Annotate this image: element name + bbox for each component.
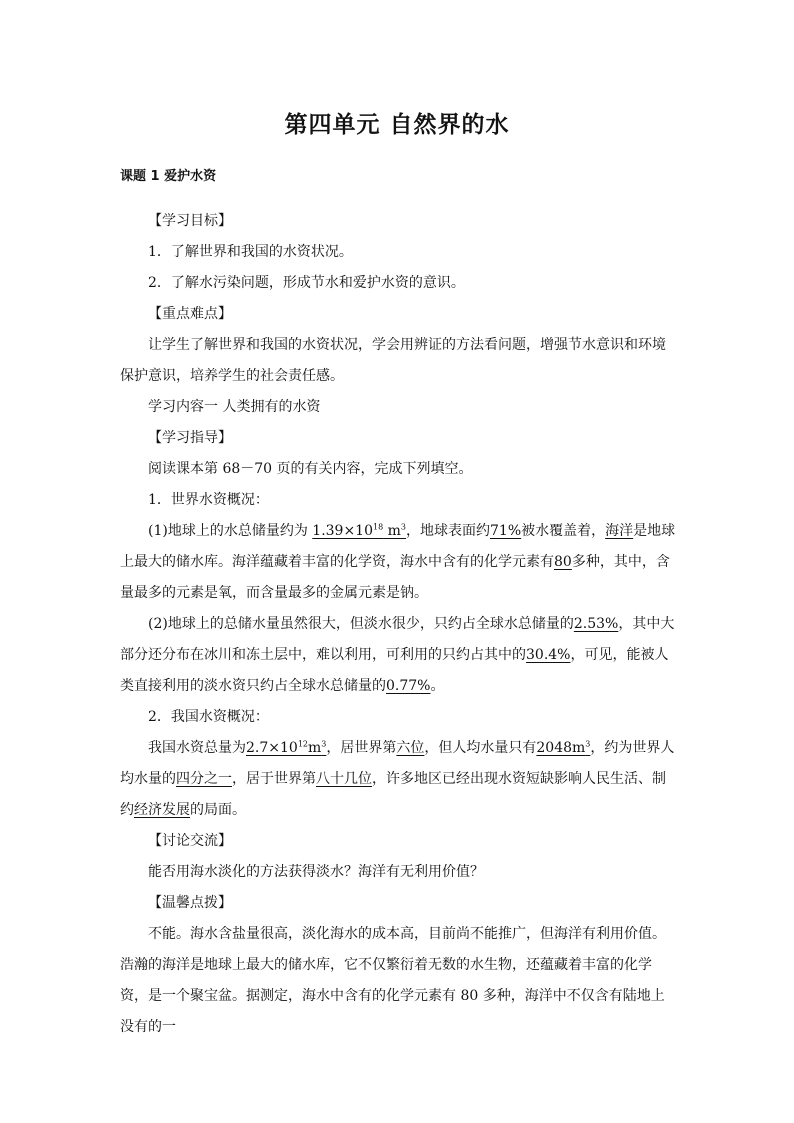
china-water-paragraph xyxy=(120,733,676,826)
answer-text: 1.39×10 xyxy=(312,523,373,539)
answer-text: 2.7×10 xyxy=(246,740,298,756)
answer-blank: 80 xyxy=(554,554,572,570)
text-span: ，约为世界人均水量的 xyxy=(120,740,675,787)
answer-blank: 2.53% xyxy=(573,616,619,632)
answer-blank: 71% xyxy=(490,523,522,539)
text-span: ，地球表面约 xyxy=(406,523,491,539)
answer-text: m xyxy=(308,740,322,756)
superscript: 3 xyxy=(321,739,327,749)
answer-text: 2048m xyxy=(536,740,586,756)
goal-item: 2．了解水污染问题，形成节水和爱护水资的意识。 xyxy=(148,275,465,291)
china-water-heading: 2．我国水资概况： xyxy=(148,709,269,725)
document-body xyxy=(120,206,676,1043)
answer-blank xyxy=(312,523,406,539)
text-span: ，可见，能被人类直接利用的淡水资只约占全球水总储量的 xyxy=(120,647,669,694)
content-heading: 学习内容一 人类拥有的水资 xyxy=(148,399,321,415)
text-span: 被水覆盖着， xyxy=(521,523,606,539)
superscript: 12 xyxy=(297,739,308,749)
text-span: (1)地球上的水总储量约为 xyxy=(148,523,313,539)
section-heading-key: 【重点难点】 xyxy=(148,306,232,322)
tip-text: 不能。海水含盐量很高，淡化海水的成本高，目前尚不能推广，但海洋有利用价值。浩瀚的海洋是地球上最大的储水库，它不仅繁衍着无数的水生物，还蕴藏着丰富的化学资，是一个聚宝盆。据测定，海水中含有的化学元素有 80 多种，海洋中不仅含有陆地上没有的一 xyxy=(120,926,666,1035)
text-span: ，但人均水量只有 xyxy=(424,740,537,756)
section-heading-goal: 【学习目标】 xyxy=(148,213,232,229)
answer-blank: 0.77% xyxy=(386,678,431,694)
section-heading-discuss: 【讨论交流】 xyxy=(148,833,232,849)
text-span: (2)地球上的总储水量虽然很大，但淡水很少，只约占全球水总储量的 xyxy=(148,616,574,632)
discuss-text: 能否用海水淡化的方法获得淡水？海洋有无利用价值？ xyxy=(148,864,484,880)
text-span: 。 xyxy=(430,678,445,694)
text-span: 多种，其中，含量最多的元素是氧，而含量最多的金属元素是钠。 xyxy=(120,554,670,601)
answer-blank: 经济发展 xyxy=(134,802,190,818)
section-heading-guide: 【学习指导】 xyxy=(148,430,232,446)
answer-text: m xyxy=(383,523,401,539)
superscript: 3 xyxy=(585,739,591,749)
answer-blank: 海洋 xyxy=(605,523,634,539)
key-points-text: 让学生了解世界和我国的水资状况，学会用辨证的方法看问题，增强节水意识和环境保护意识，培养学生的社会责任感。 xyxy=(120,337,666,384)
world-water-paragraph-1 xyxy=(120,516,676,609)
goal-item: 1．了解世界和我国的水资状况。 xyxy=(148,244,353,260)
answer-blank: 八十几位 xyxy=(316,771,372,787)
world-water-heading: 1．世界水资概况： xyxy=(148,492,269,508)
text-span: ，许多地区已经出现水资短缺影响人民生活、制约 xyxy=(120,771,666,818)
answer-blank: 30.4% xyxy=(526,647,571,663)
text-span: 我国水资总量为 xyxy=(148,740,246,756)
answer-blank: 六位 xyxy=(396,740,425,756)
answer-blank: 四分之一 xyxy=(176,771,232,787)
text-span: 是地球上最大的储水库。海洋蕴藏着丰富的化学资，海水中含有的化学元素有 xyxy=(120,523,676,570)
guide-text: 阅读课本第 68－70 页的有关内容，完成下列填空。 xyxy=(148,461,473,477)
superscript: 3 xyxy=(400,522,407,532)
world-water-paragraph-2 xyxy=(120,609,676,702)
text-span: ，其中大部分还分布在冰川和冻土层中，难以利用，可利用的只约占其中的 xyxy=(120,616,675,663)
superscript: 18 xyxy=(373,522,384,532)
lesson-title: 课题 1 爱护水资 xyxy=(120,169,217,184)
section-heading-tip: 【温馨点拨】 xyxy=(148,895,232,911)
answer-blank xyxy=(536,740,590,756)
text-span: 的局面。 xyxy=(190,802,246,818)
answer-blank xyxy=(246,740,326,756)
text-span: ，居世界第 xyxy=(326,740,397,756)
page-title: 第四单元 自然界的水 xyxy=(284,112,510,138)
text-span: ，居于世界第 xyxy=(232,771,316,787)
